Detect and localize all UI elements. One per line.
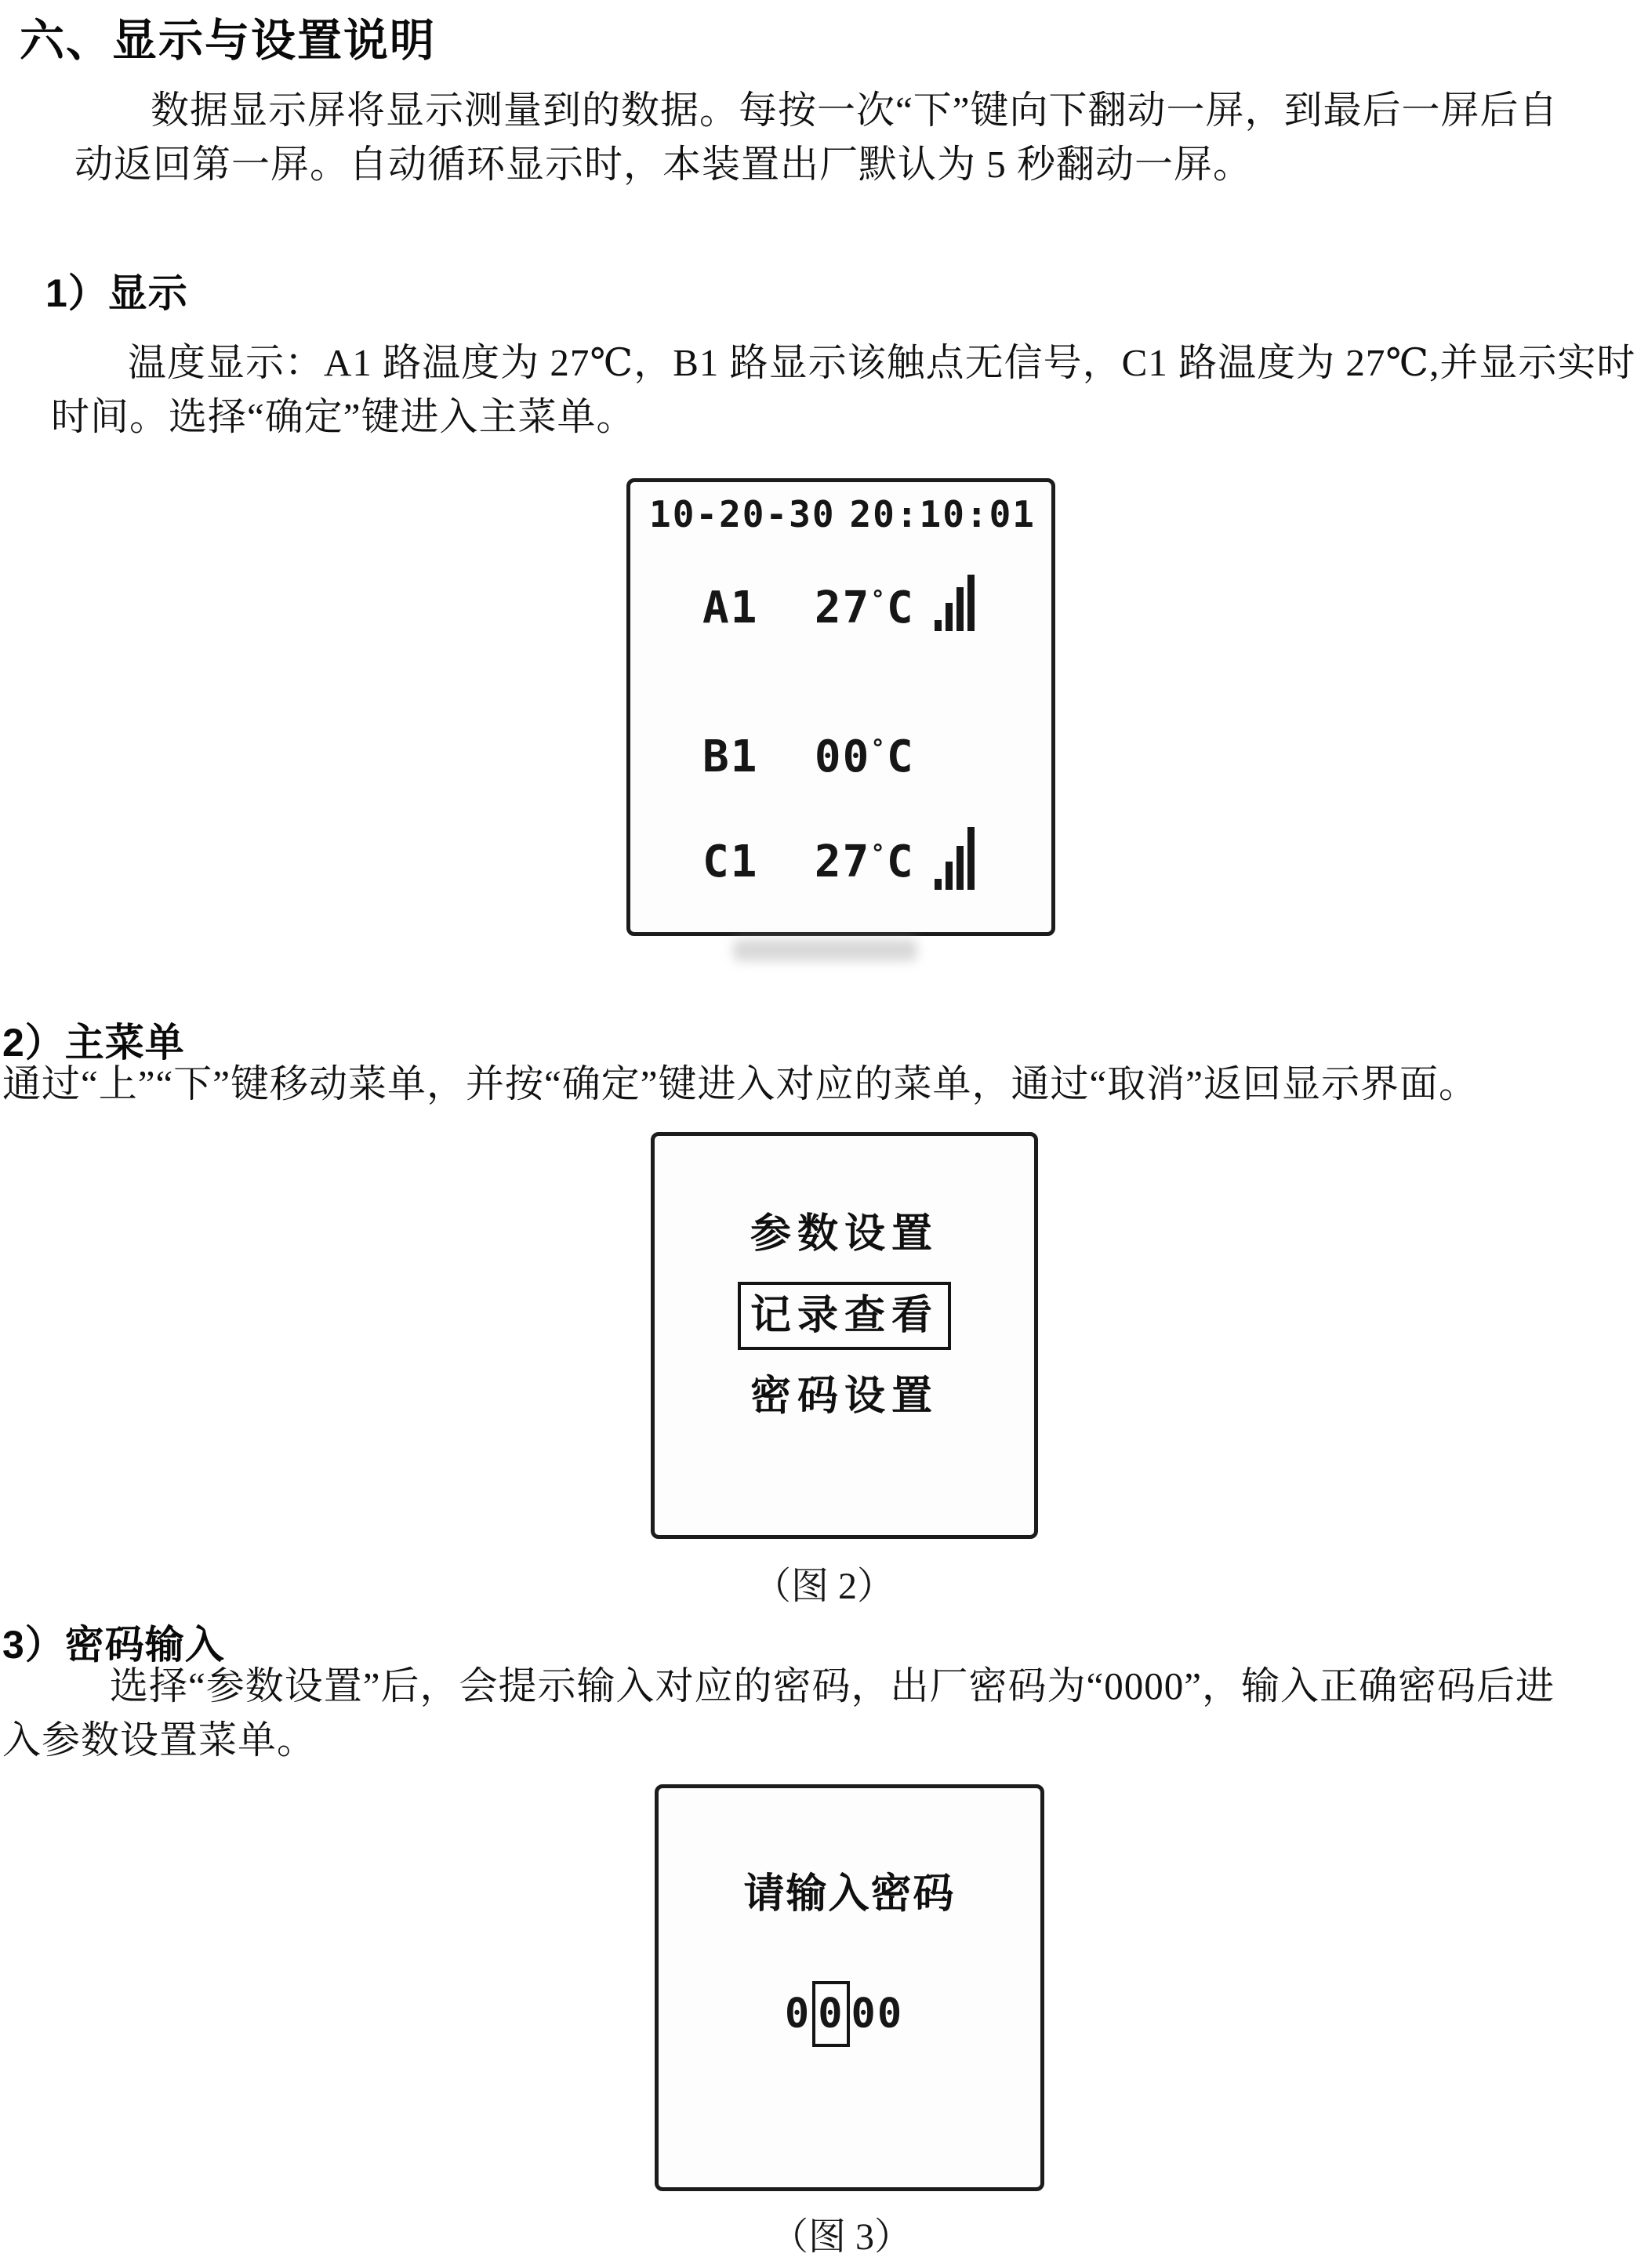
section-3-paragraph (0, 1659, 1555, 1767)
signal-bar (946, 603, 953, 631)
degree-mark: ° (870, 585, 887, 614)
lcd-datetime-row (649, 493, 1036, 535)
lcd-temp-row-c1 (702, 836, 915, 887)
degree-mark: ° (870, 839, 887, 868)
intro-line-2: 动返回第一屏。自动循环显示时，本装置出厂默认为 5 秒翻动一屏。 (74, 143, 1253, 186)
password-digit: 0 (818, 1990, 844, 2038)
signal-bar (935, 620, 942, 631)
unit-letter: C (886, 582, 915, 633)
password-digit: 0 (877, 1990, 904, 2038)
menu-item-password-settings: 密码设置 (750, 1373, 938, 1419)
degree-mark: ° (870, 734, 887, 763)
lcd-time: 20:10:01 (849, 493, 1036, 535)
password-digit: 0 (784, 1990, 811, 2038)
intro-line-1: 数据显示屏将显示测量到的数据。每按一次“下”键向下翻动一屏，到最后一屏后自 (151, 89, 1559, 132)
signal-bar (956, 587, 964, 631)
section-2-paragraph (0, 1057, 1478, 1111)
channel-label: B1 (702, 731, 759, 782)
section-3-line-1: 选择“参数设置”后，会提示输入对应的密码，出厂密码为“0000”，输入正确密码后进 (110, 1664, 1555, 1707)
channel-label: C1 (702, 836, 759, 887)
channel-value: 27 (814, 836, 871, 887)
menu-item-record-view: 记录查看 (750, 1293, 938, 1339)
signal-bar (946, 862, 953, 890)
intro-paragraph (0, 83, 1559, 191)
unit-letter: C (886, 836, 915, 887)
section-1-line-1: 温度显示：A1 路温度为 27℃，B1 路显示该触点无信号，C1 路温度为 27℃,并显示实时 (128, 341, 1636, 384)
unit-letter: C (886, 731, 915, 782)
section-1-paragraph (0, 336, 1635, 444)
lcd-screen-main-menu (651, 1132, 1038, 1539)
page-title: 六、显示与设置说明 (20, 16, 436, 66)
lcd-menu-list (655, 1136, 1034, 1421)
section-1-heading: 1）显示 (45, 271, 188, 315)
menu-item-parameter-settings: 参数设置 (750, 1211, 938, 1257)
section-1-line-2: 时间。选择“确定”键进入主菜单。 (51, 395, 636, 438)
lcd-date: 10-20-30 (649, 493, 836, 535)
channel-value: 00 (814, 731, 871, 782)
figure-2-caption: （图 2） (753, 1566, 895, 1607)
signal-bar (967, 575, 975, 631)
channel-label: A1 (702, 582, 759, 633)
signal-bars-icon (935, 575, 978, 631)
signal-bar (967, 827, 975, 890)
channel-value: 27 (814, 582, 871, 633)
signal-bar (956, 846, 964, 890)
figure-3-caption: （图 3） (770, 2216, 912, 2258)
lcd-screen-display (626, 478, 1055, 936)
lcd-temp-row-a1 (702, 582, 915, 633)
password-prompt: 请输入密码 (743, 1871, 956, 1917)
password-digits (659, 1981, 1029, 2047)
signal-bars-icon (935, 827, 978, 890)
digit-cursor-box (812, 1981, 849, 2047)
section-3-heading: 3）密码输入 (2, 1623, 225, 1667)
signal-bar (935, 879, 942, 890)
password-digit: 0 (851, 1990, 877, 2038)
lcd-screen-password-entry (655, 1784, 1044, 2191)
section-2-line-1: 通过“上”“下”键移动菜单，并按“确定”键进入对应的菜单，通过“取消”返回显示界面。 (2, 1062, 1478, 1105)
section-2-heading: 2）主菜单 (2, 1021, 185, 1065)
section-3-line-2: 入参数设置菜单。 (2, 1718, 317, 1762)
lcd-temp-row-b1 (702, 731, 915, 782)
scan-smudge (733, 939, 917, 961)
menu-selection-box (738, 1282, 951, 1349)
